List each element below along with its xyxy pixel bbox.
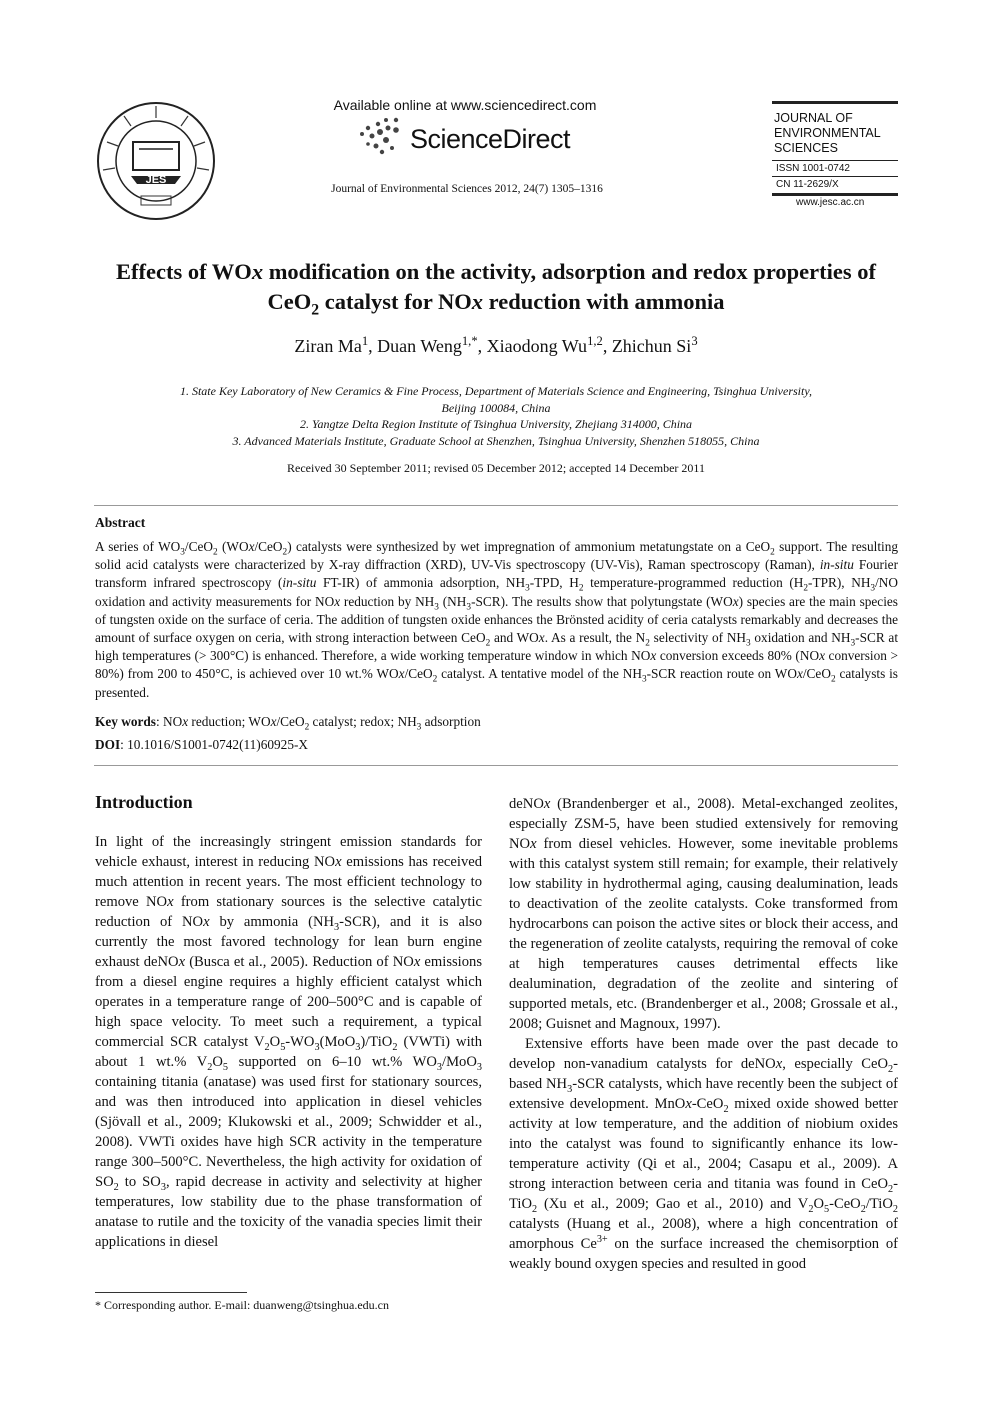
journal-name-line: ENVIRONMENTAL bbox=[774, 126, 881, 140]
section-heading-introduction: Introduction bbox=[95, 792, 193, 812]
affiliation: 1. State Key Laboratory of New Ceramics & Fine Process, Department of Materials Science and Engineering, Tsinghua University, bbox=[179, 384, 813, 398]
journal-website[interactable]: www.jesc.ac.cn bbox=[796, 197, 865, 208]
box-rule-thick bbox=[772, 193, 898, 196]
paragraph: In light of the increasingly stringent emission standards for vehicle exhaust, interest in reducing NOx emissions has received much attention in recent years. The most efficient technology to remove NOx from stationary sources is the selective catalytic reduction of NOx by ammonia $(NH_3-SCR)$, and it is also currently the most favored technology for lean burn engine exhaust deNOx (Busca et al., 2005). Reduction of NOx emissions from a diesel engine requires a highly efficient catalyst which operates in a temperature range of 200–500°C and is capable of high space velocity. To meet such a requirement, a typical commercial SCR catalyst $V_2O_5-WO_3(MoO_3)/TiO_2$ (VWTi) with about 1 wt.% $V_2O_5$ supported on 6–10 wt.% $WO_3/MoO_3$ containing titania (anatase) was used first for stationary sources, and was then introduced into application in diesel vehicles (Sjövall et al., 2009; Klukowski et al., 2009; Schwidder et al., 2008). VWTi oxides have high SCR activity in the temperature range 300–500°C. Nevertheless, the high activity for oxidation of $SO_2$ to $SO_3$, rapid decrease in activity and selectivity at higher temperatures, low stability due to the phase transformation of anatase to rutile and the toxicity of the vanadia species limit their applications in diesel bbox=[95, 834, 483, 1250]
keywords-label: Key words bbox=[95, 714, 156, 729]
article-title: Effects of WOx modification on the activity, adsorption and redox properties of CeO$_2$ catalyst for NOx reduction with ammonia bbox=[116, 259, 876, 319]
affiliation: Beijing 100084, China bbox=[441, 400, 551, 415]
body-column-right bbox=[509, 794, 898, 1274]
sciencedirect-wordmark: ScienceDirect bbox=[410, 124, 571, 154]
box-rule bbox=[772, 176, 898, 177]
journal-name bbox=[774, 111, 881, 156]
issn: ISSN 1001-0742 bbox=[776, 163, 850, 174]
paragraph: Extensive efforts have been made over the past decade to develop non-vanadium catalysts for deNOx, especially CeO$_2$-based $NH_3$-SCR catalysts, which have recently been the subject of extensive development. MnOx-CeO$_2$ mixed oxide showed better activity at low temperature, and the addition of niobium oxides into the catalyst was found to significantly enhance its low-temperature activity (Qi et al., 2004; Casapu et al., 2009). A strong interaction between ceria and titania was found in CeO$_2$-TiO$_2$ (Xu et al., 2009; Gao et al., 2010) and $V_2O_5-CeO_2/TiO_2$ catalysts (Huang et al., 2008), where a high concentration of amorphous $Ce^{3+}$ on the surface increased the chemisorption of weakly bound oxygen species and resulted in good bbox=[509, 1036, 899, 1272]
corresponding-author-footnote: * Corresponding author. E-mail: duanweng@tsinghua.edu.cn bbox=[95, 1298, 389, 1312]
doi bbox=[95, 737, 898, 753]
journal-citation: Journal of Environmental Sciences 2012, 24(7) 1305–1316 bbox=[331, 183, 603, 195]
jes-journal-seal-icon bbox=[95, 100, 217, 222]
divider bbox=[94, 505, 898, 506]
sciencedirect-logo-mark bbox=[356, 116, 408, 158]
affiliation: 3. Advanced Materials Institute, Graduate School at Shenzhen, Tsinghua University, Shenzhen 518055, China bbox=[232, 433, 760, 448]
available-online-text: Available online at www.sciencedirect.com bbox=[333, 97, 597, 113]
jes-logo bbox=[95, 100, 217, 222]
sciencedirect-dots-icon bbox=[356, 116, 408, 158]
footnote-rule bbox=[95, 1292, 247, 1293]
author-list: Ziran Ma$^1$, Duan Weng$^{1,*}$, Xiaodong Wu$^{1,2}$, Zhichun Si$^3$ bbox=[294, 334, 698, 356]
cn-number: CN 11-2629/X bbox=[776, 179, 839, 190]
affiliations bbox=[100, 383, 892, 449]
box-top-rule bbox=[772, 101, 898, 104]
affiliation: 2. Yangtze Delta Region Institute of Tsinghua University, Zhejiang 314000, China bbox=[299, 417, 693, 431]
body-column-left bbox=[95, 832, 482, 1252]
paragraph: deNOx (Brandenberger et al., 2008). Metal-exchanged zeolites, especially ZSM-5, have been studied extensively for removing NOx from diesel vehicles. However, some inevitable problems with this catalyst system still remain; for example, their relatively low stability in hydrothermal aging, causing dealumination, leads to deactivation of the zeolite catalysts. Coke transformed from hydrocarbons can poison the active sites or block their access, and the regeneration of zeolite catalysts, requiring the removal of coke at high temperatures causes detrimental effects like dealumination, degradation of the zeolite and sintering of supported metals, etc. (Brandenberger et al., 2008; Grossale et al., 2008; Guisnet and Magnoux, 1997). bbox=[509, 796, 898, 1032]
abstract-body: A series of $WO_3/CeO_2$ (WOx/CeO$_2$) catalysts were synthesized by wet impregnation of ammonium metatungstate on a CeO$_2$ support. The resulting solid acid catalysts were characterized by X-ray diffraction (XRD), UV-Vis spectroscopy (UV-Vis), Raman spectroscopy (Raman), in-situ Fourier transform infrared spectroscopy (in-situ FT-IR) of ammonia adsorption, $NH_3$-TPD, $H_2$ temperature-programmed reduction $(H_2-TPR)$, $NH_3/NO$ oxidation and activity measurements for NOx reduction by $NH_3$ $(NH_3-SCR)$. The results show that polytungstate (WOx) species are the main species of tungsten oxide on the surface of ceria. The addition of tungsten oxide enhances the Brönsted acidity of ceria catalysts remarkably and decreases the amount of surface oxygen on ceria, with strong interaction between CeO$_2$ and WOx. As a result, the $N_2$ selectivity of $NH_3$ oxidation and $NH_3$-SCR at high temperatures (> 300°C) is enhanced. Therefore, a wide working temperature window in which NOx conversion exceeds 80% (NOx conversion > 80%) from 200 to 450°C, is achieved over 10 wt.% WOx/CeO$_2$ catalyst. A tentative model of the $NH_3$-SCR reaction route on WOx/CeO$_2$ catalysts is presented. bbox=[95, 539, 899, 700]
box-rule bbox=[772, 160, 898, 161]
keywords bbox=[95, 714, 898, 733]
doi-label: DOI bbox=[95, 737, 121, 752]
svg-text:JES: JES bbox=[145, 174, 167, 186]
abstract-heading: Abstract bbox=[95, 515, 146, 530]
journal-name-line: JOURNAL OF bbox=[774, 111, 853, 125]
doi-value[interactable]: : 10.1016/S1001-0742(11)60925-X bbox=[120, 737, 308, 752]
received-dates: Received 30 September 2011; revised 05 December 2012; accepted 14 December 2011 bbox=[287, 461, 705, 475]
keywords-text: : NOx reduction; WOx/CeO$_2$ catalyst; redox; $NH_3$ adsorption bbox=[155, 714, 481, 733]
divider bbox=[94, 765, 898, 766]
journal-name-line: SCIENCES bbox=[774, 141, 838, 155]
